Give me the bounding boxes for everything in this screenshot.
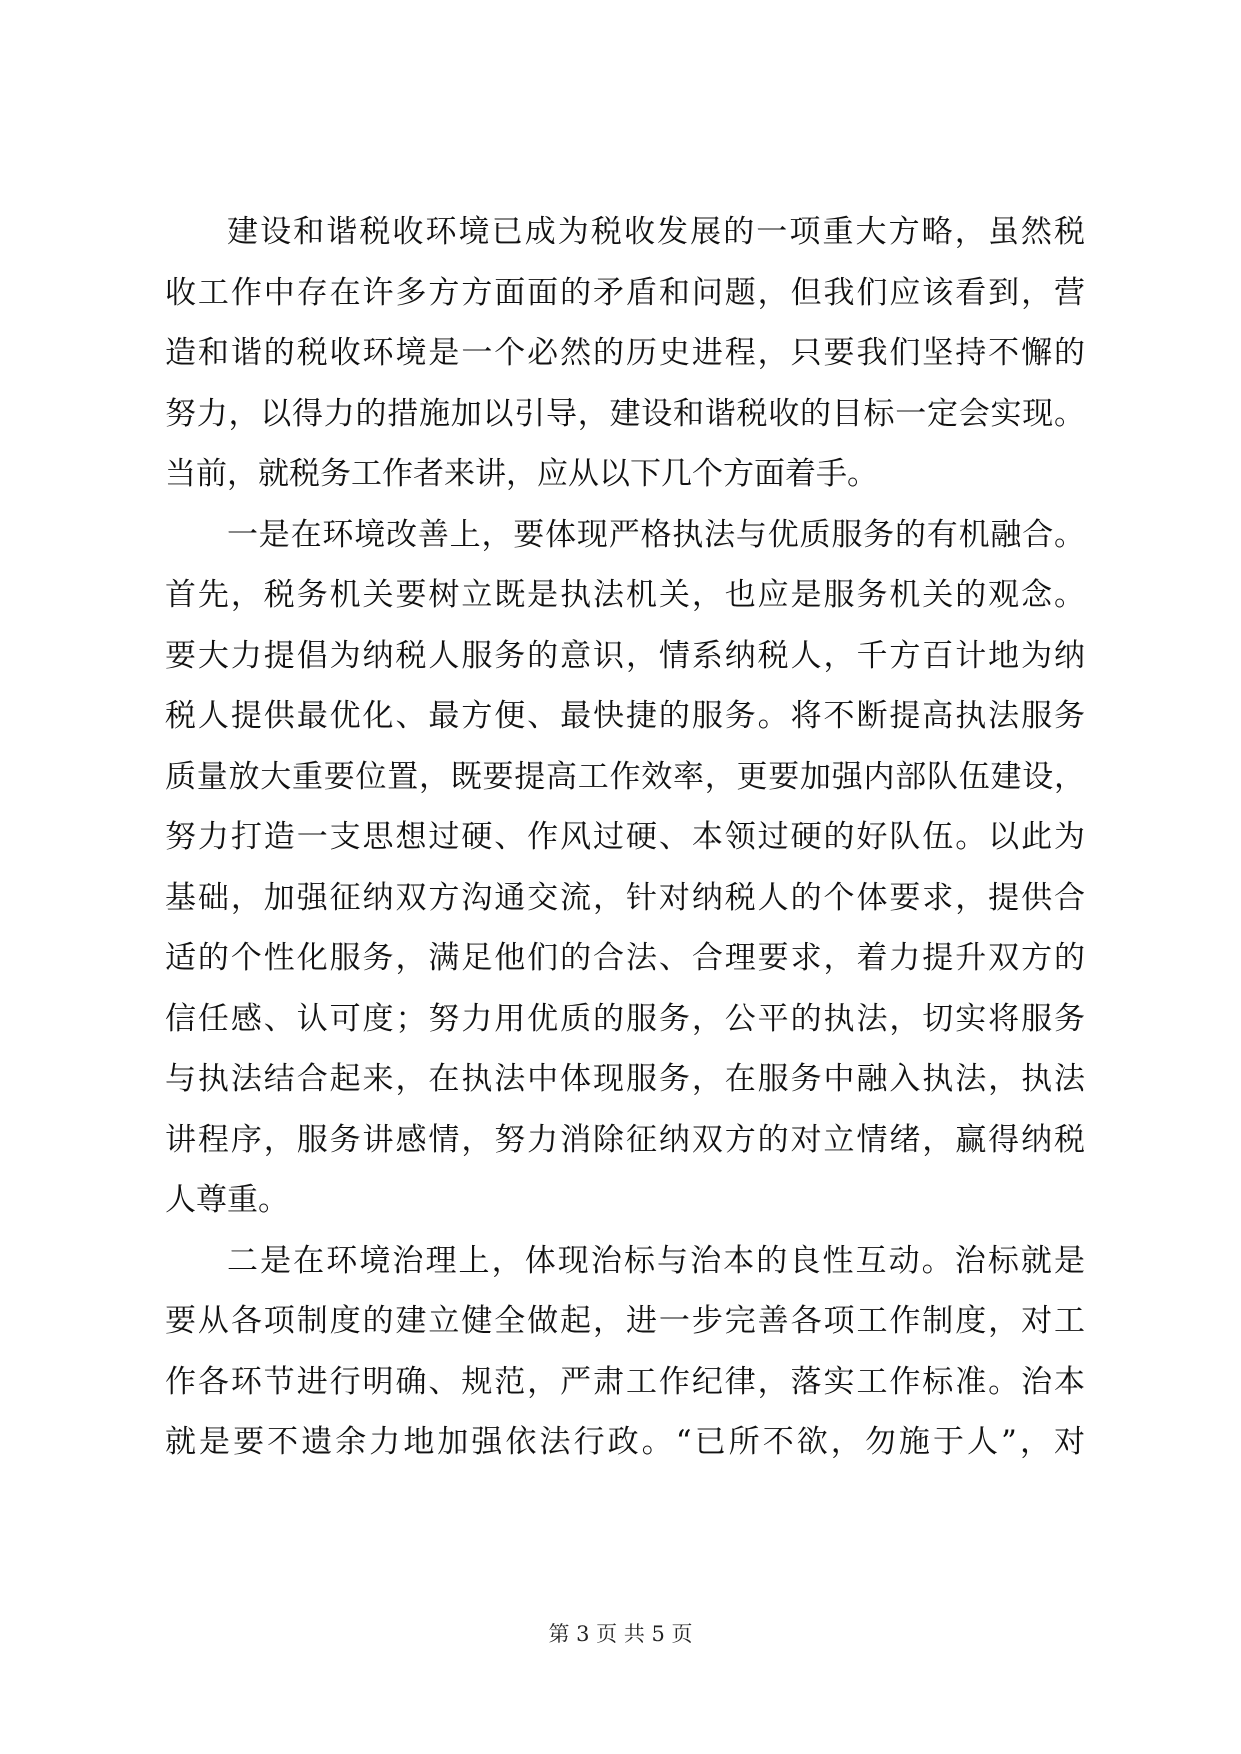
paragraph-1 [165, 202, 1085, 505]
text-line: 造和谐的税收环境是一个必然的历史进程，只要我们坚持不懈的 [165, 335, 1085, 371]
text-line: 讲程序，服务讲感情，努力消除征纳双方的对立情绪，赢得纳税 [165, 1121, 1085, 1158]
text-line: 当前，就税务工作者来讲，应从以下几个方面着手。 [165, 456, 878, 492]
text-line: 质量放大重要位置，既要提高工作效率，更要加强内部队伍建设， [165, 758, 1085, 795]
text-line: 一是在环境改善上，要体现严格执法与优质服务的有机融合。 [227, 516, 1085, 553]
text-line: 努力打造一支思想过硬、作风过硬、本领过硬的好队伍。以此为 [165, 819, 1085, 855]
text-line: 二是在环境治理上，体现治标与治本的良性互动。治标就是 [227, 1242, 1085, 1279]
text-line: 努力，以得力的措施加以引导，建设和谐税收的目标一定会实现。 [165, 395, 1085, 432]
text-line: 首先，税务机关要树立既是执法机关，也应是服务机关的观念。 [165, 577, 1085, 613]
text-line: 要从各项制度的建立健全做起，进一步完善各项工作制度，对工 [165, 1303, 1085, 1339]
text-line: 收工作中存在许多方方面面的矛盾和问题，但我们应该看到，营 [165, 274, 1085, 311]
text-line: 税人提供最优化、最方便、最快捷的服务。将不断提高执法服务 [165, 698, 1085, 734]
text-line: 适的个性化服务，满足他们的合法、合理要求，着力提升双方的 [165, 940, 1085, 976]
text-line: 作各环节进行明确、规范，严肃工作纪律，落实工作标准。治本 [165, 1363, 1085, 1400]
paragraph-3 [165, 1231, 1085, 1473]
text-line: 要大力提倡为纳税人服务的意识，情系纳税人，千方百计地为纳 [165, 637, 1085, 674]
text-line: 人尊重。 [165, 1182, 289, 1218]
text-line: 就是要不遗余力地加强依法行政。“已所不欲，勿施于人”，对 [165, 1424, 1085, 1460]
text-line: 与执法结合起来，在执法中体现服务，在服务中融入执法，执法 [165, 1061, 1085, 1097]
text-line: 建设和谐税收环境已成为税收发展的一项重大方略，虽然税 [227, 214, 1085, 250]
body-text [165, 202, 1085, 1473]
text-line: 信任感、认可度；努力用优质的服务，公平的执法，切实将服务 [165, 1000, 1085, 1037]
paragraph-2 [165, 505, 1085, 1231]
page-number-footer: 第 3 页 共 5 页 [548, 1622, 693, 1646]
text-line: 基础，加强征纳双方沟通交流，针对纳税人的个体要求，提供合 [165, 879, 1085, 916]
